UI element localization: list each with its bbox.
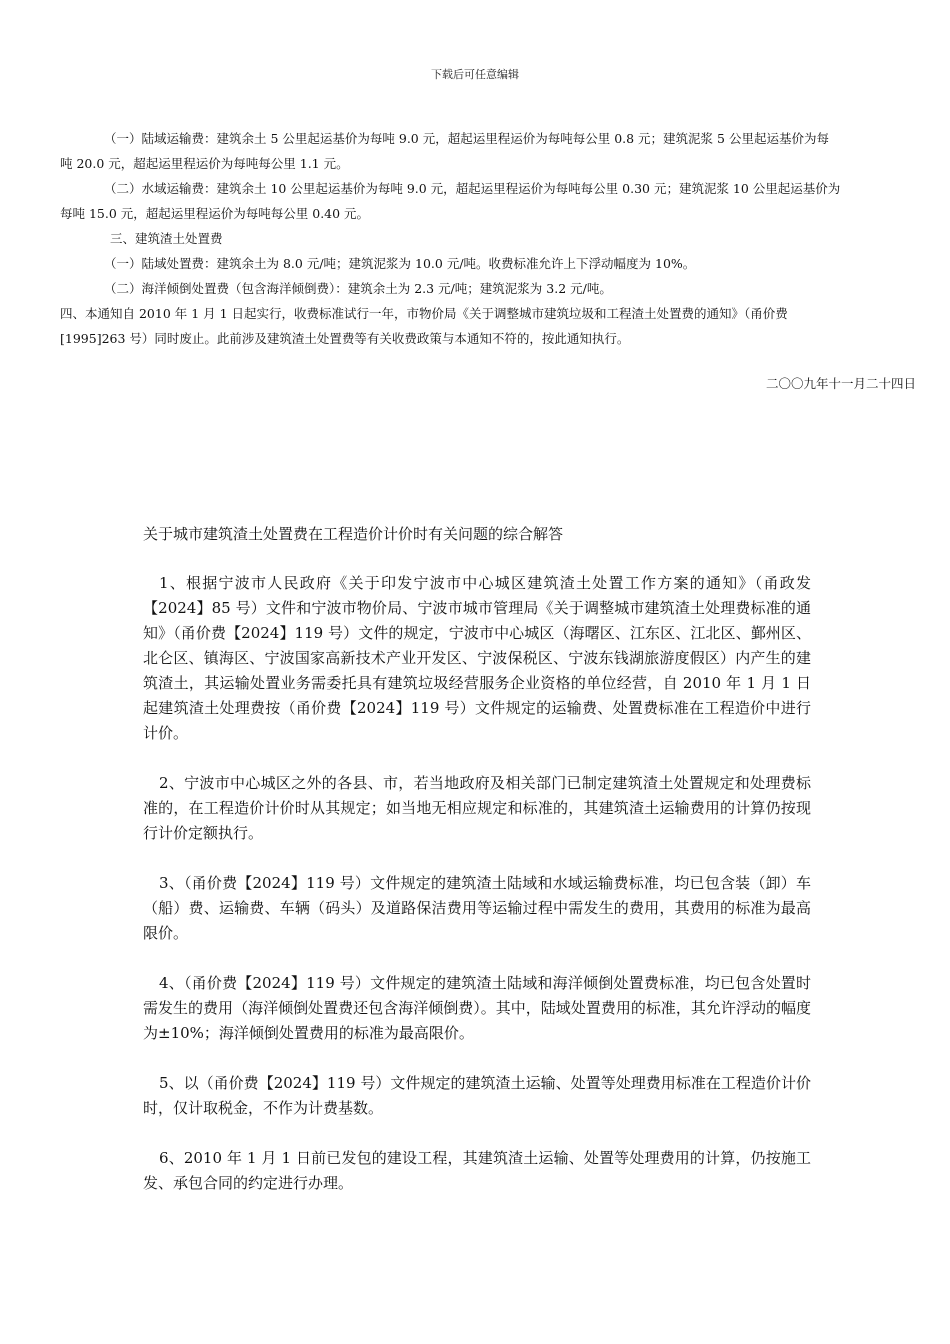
land-transport-fee-line-1: （一）陆域运输费：建筑余土 5 公里起运基价为每吨 9.0 元，超起运里程运价为每吨每公里 0.8 元；建筑泥浆 5 公里起运基价为每 [104, 131, 829, 146]
water-transport-fee-line-1: （二）水域运输费：建筑余土 10 公里起运基价为每吨 9.0 元，超起运里程运价为每吨每公里 0.30 元；建筑泥浆 10 公里起运基价为 [104, 181, 841, 196]
ocean-disposal-fee: （二）海洋倾倒处置费（包含海洋倾倒费）：建筑余土为 2.3 元/吨；建筑泥浆为 3.2 元/吨。 [104, 281, 612, 296]
effective-date-clause-line-1: 四、本通知自 2010 年 1 月 1 日起实行，收费标准试行一年，市物价局《关于调整城市建筑垃圾和工程渣土处置费的通知》（甬价费 [60, 306, 788, 321]
faq-paragraph-2: 2、宁波市中心城区之外的各县、市，若当地政府及相关部门已制定建筑渣土处置规定和处理费标准的，在工程造价计价时从其规定；如当地无相应规定和标准的，其建筑渣土运输费用的计算仍按现行计价定额执行。 [143, 774, 811, 842]
page-header: 下载后可任意编辑 [431, 68, 519, 81]
notice-date: 二〇〇九年十一月二十四日 [765, 376, 916, 391]
faq-paragraph-6: 6、2010 年 1 月 1 日前已发包的建设工程，其建筑渣土运输、处置等处理费用的计算，仍按施工发、承包合同的约定进行办理。 [143, 1149, 811, 1192]
faq-paragraph-1: 1、根据宁波市人民政府《关于印发宁波市中心城区建筑渣土处置工作方案的通知》（甬政发【2024】85 号）文件和宁波市物价局、宁波市城市管理局《关于调整城市建筑渣土处理费标准的通知》（甬价费【2024】119 号）文件的规定，宁波市中心城区（海曙区、江东区、江北区、鄞州区、北仑区、镇海区、宁波国家高新技术产业开发区、宁波保税区、宁波东钱湖旅游度假区）内产生的建筑渣土，其运输处置业务需委托具有建筑垃圾经营服务企业资格的单位经营，自 2010 年 1 月 1 日起建筑渣土处理费按（甬价费【2024】119 号）文件规定的运输费、处置费标准在工程造价中进行计价。 [143, 574, 811, 742]
faq-paragraph-4: 4、（甬价费【2024】119 号）文件规定的建筑渣土陆域和海洋倾倒处置费标准，均已包含处置时需发生的费用（海洋倾倒处置费还包含海洋倾倒费）。其中，陆域处置费用的标准，其允许浮动的幅度为±10%；海洋倾倒处置费用的标准为最高限价。 [143, 974, 811, 1042]
fee-section [60, 126, 920, 351]
disposal-fee-heading: 三、建筑渣土处置费 [110, 231, 223, 246]
faq-paragraph-5: 5、以（甬价费【2024】119 号）文件规定的建筑渣土运输、处置等处理费用标准在工程造价计价时，仅计取税金，不作为计费基数。 [143, 1074, 811, 1117]
faq-title: 关于城市建筑渣土处置费在工程造价计价时有关问题的综合解答 [143, 525, 564, 543]
faq-paragraph-3: 3、（甬价费【2024】119 号）文件规定的建筑渣土陆域和水域运输费标准，均已包含装（卸）车（船）费、运输费、车辆（码头）及道路保洁费用等运输过程中需发生的费用，其费用的标准为最高限价。 [143, 874, 811, 942]
faq-section [143, 522, 811, 1221]
effective-date-clause-line-2: [1995]263 号）同时废止。此前涉及建筑渣土处置费等有关收费政策与本通知不符的，按此通知执行。 [60, 331, 630, 346]
land-transport-fee-line-2: 吨 20.0 元，超起运里程运价为每吨每公里 1.1 元。 [60, 156, 349, 171]
water-transport-fee-line-2: 每吨 15.0 元，超起运里程运价为每吨每公里 0.40 元。 [60, 206, 370, 221]
land-disposal-fee: （一）陆域处置费：建筑余土为 8.0 元/吨；建筑泥浆为 10.0 元/吨。收费标准允许上下浮动幅度为 10%。 [104, 256, 696, 271]
